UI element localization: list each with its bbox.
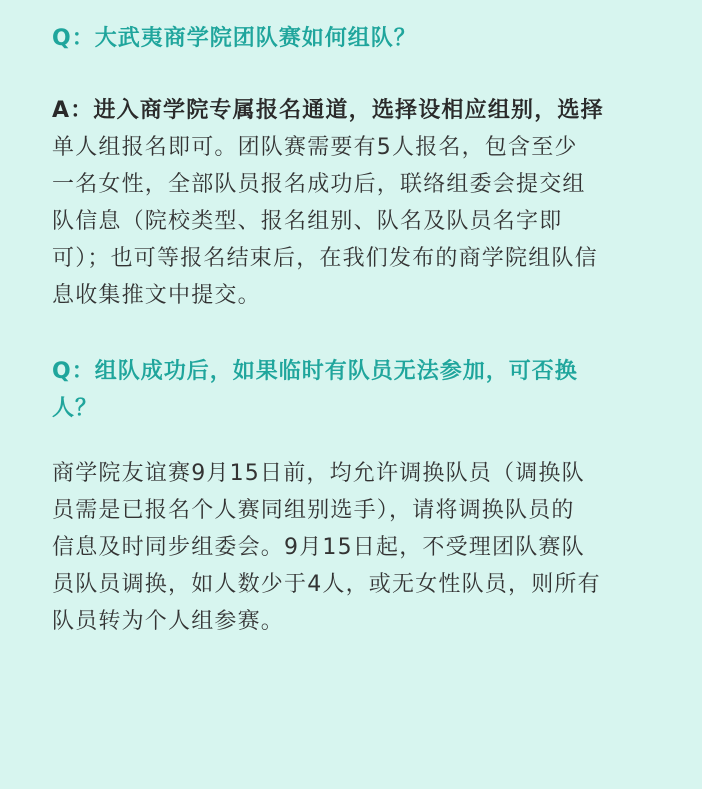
- answer-1-line-6: 息收集推文中提交。: [52, 283, 261, 308]
- answer-1-line-4: 队信息（院校类型、报名组别、队名及队员名字即: [52, 209, 563, 234]
- faq-item-1: [52, 20, 656, 314]
- answer-2-line-2: 员需是已报名个人赛同组别选手），请将调换队员的: [52, 498, 575, 523]
- question-2-line-2: 人？: [52, 396, 99, 421]
- answer-1-line-2: 单人组报名即可。团队赛需要有5人报名，包含至少: [52, 135, 578, 160]
- answer-2-line-4: 员队员调换，如人数少于4人，或无女性队员，则所有: [52, 572, 601, 597]
- question-2-line-1: Q：组队成功后，如果临时有队员无法参加，可否换: [52, 359, 578, 384]
- answer-2-line-1: 商学院友谊赛9月15日前，均允许调换队员（调换队: [52, 461, 585, 486]
- answer-1-line-5: 可）；也可等报名结束后，在我们发布的商学院组队信: [52, 246, 598, 271]
- answer-1-line-3: 一名女性，全部队员报名成功后，联络组委会提交组: [52, 172, 586, 197]
- faq-item-2: [52, 353, 656, 640]
- question-1-line-1: Q：大武夷商学院团队赛如何组队？: [52, 26, 417, 51]
- answer-1-line-1: A：进入商学院专属报名通道，选择设相应组别，选择: [52, 98, 604, 123]
- answer-2-line-3: 信息及时同步组委会。9月15日起，不受理团队赛队: [52, 535, 585, 560]
- answer-2-line-5: 队员转为个人组参赛。: [52, 609, 285, 634]
